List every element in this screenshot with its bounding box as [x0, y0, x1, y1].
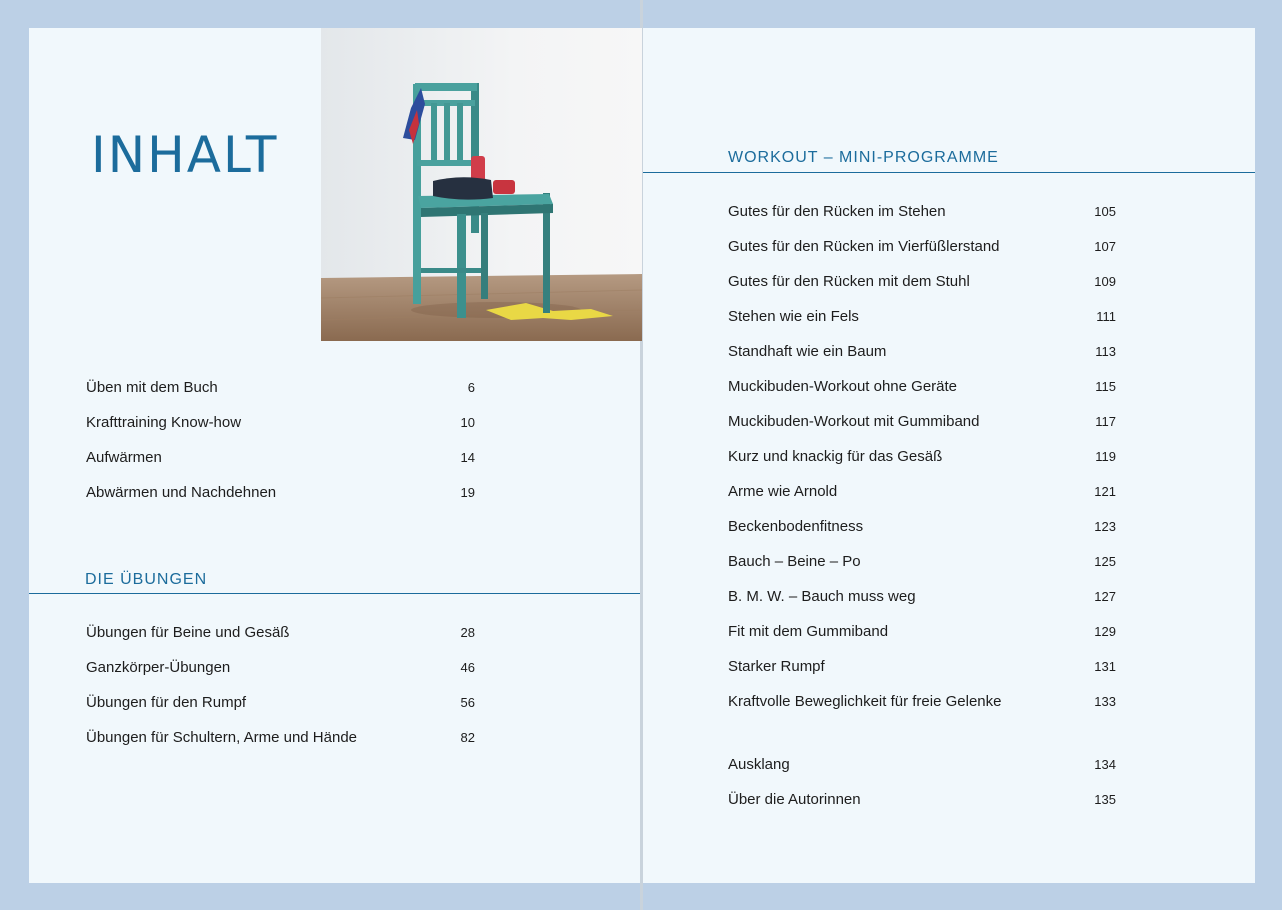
toc-item-label: Muckibuden-Workout ohne Geräte [728, 378, 958, 395]
toc-item-label: Kurz und knackig für das Gesäß [728, 448, 943, 465]
toc-item-page: 119 [1095, 449, 1116, 464]
toc-item-page: 82 [460, 730, 475, 745]
toc-item-page: 56 [460, 695, 475, 710]
section-rule [643, 172, 1255, 173]
toc-item-label: Übungen für Beine und Gesäß [86, 624, 290, 641]
toc-item-page: 14 [460, 450, 475, 465]
toc-item-label: Über die Autorinnen [728, 791, 861, 808]
toc-item-label: Übungen für Schultern, Arme und Hände [86, 729, 358, 746]
toc-item-label: Übungen für den Rumpf [86, 694, 247, 711]
toc-item-label: Fit mit dem Gummiband [728, 623, 889, 640]
toc-item-label: Arme wie Arnold [728, 483, 838, 500]
page-title: INHALT [91, 126, 279, 184]
toc-item-page: 111 [1096, 309, 1116, 324]
toc-item-label: Starker Rumpf [728, 658, 825, 675]
toc-item-label: Krafttraining Know-how [86, 414, 242, 431]
toc-item-label: Kraftvolle Beweglichkeit für freie Gelenke [728, 693, 1002, 710]
toc-item-page: 109 [1094, 274, 1116, 289]
toc-item-page: 134 [1094, 757, 1116, 772]
toc-item-page: 131 [1094, 659, 1116, 674]
toc-item-page: 28 [460, 625, 475, 640]
toc-item-page: 121 [1094, 484, 1116, 499]
toc-item-label: Gutes für den Rücken im Vierfüßlerstand [728, 238, 1000, 255]
toc-item-label: Stehen wie ein Fels [728, 308, 859, 325]
toc-item-label: Bauch – Beine – Po [728, 553, 861, 570]
right-page [643, 28, 1255, 883]
toc-item-page: 6 [467, 380, 475, 395]
toc-item-page: 117 [1095, 414, 1116, 429]
toc-item-label: Aufwärmen [86, 449, 162, 466]
toc-item-label: Üben mit dem Buch [86, 379, 218, 396]
toc-item-page: 19 [460, 485, 475, 500]
toc-item-page: 127 [1094, 589, 1116, 604]
section-heading-uebungen: DIE ÜBUNGEN [85, 571, 208, 588]
section-rule [29, 593, 640, 594]
toc-item-label: Standhaft wie ein Baum [728, 343, 887, 360]
toc-item-page: 135 [1094, 792, 1116, 807]
left-page [29, 28, 640, 883]
toc-item-page: 107 [1094, 239, 1116, 254]
toc-item-label: B. M. W. – Bauch muss weg [728, 588, 916, 605]
toc-item-label: Gutes für den Rücken im Stehen [728, 203, 946, 220]
toc-item-page: 115 [1095, 379, 1116, 394]
toc-item-page: 10 [460, 415, 475, 430]
toc-item-page: 133 [1094, 694, 1116, 709]
toc-item-page: 123 [1094, 519, 1116, 534]
section-heading-workout: WORKOUT – MINI-PROGRAMME [728, 149, 999, 166]
toc-item-page: 113 [1095, 344, 1116, 359]
toc-item-label: Beckenbodenfitness [728, 518, 864, 535]
toc-item-label: Ganzkörper-Übungen [86, 659, 231, 676]
toc-item-label: Ausklang [728, 756, 790, 773]
chair-photo [321, 28, 642, 341]
toc-item-page: 46 [460, 660, 475, 675]
toc-item-label: Muckibuden-Workout mit Gummiband [728, 413, 980, 430]
toc-item-page: 105 [1094, 204, 1116, 219]
toc-item-page: 125 [1094, 554, 1116, 569]
toc-item-label: Abwärmen und Nachdehnen [86, 484, 277, 501]
toc-item-page: 129 [1094, 624, 1116, 639]
toc-item-label: Gutes für den Rücken mit dem Stuhl [728, 273, 970, 290]
